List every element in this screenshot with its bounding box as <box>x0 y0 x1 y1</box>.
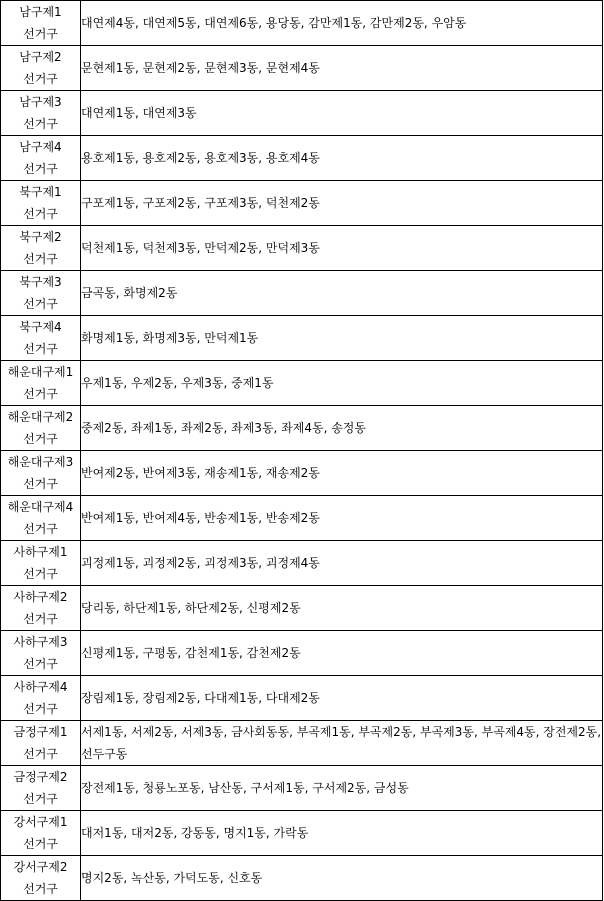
district-areas: 덕천제1동, 덕천제3동, 만덕제2동, 만덕제3동 <box>81 226 603 271</box>
district-areas: 금곡동, 화명제2동 <box>81 271 603 316</box>
district-suffix: 선거구 <box>23 837 58 851</box>
district-areas: 장전제1동, 청룡노포동, 남산동, 구서제1동, 구서제2동, 금성동 <box>81 766 603 811</box>
district-areas: 괴정제1동, 괴정제2동, 괴정제3동, 괴정제4동 <box>81 541 603 586</box>
table-row <box>1 361 603 406</box>
district-name-cell <box>1 271 81 316</box>
district-suffix: 선거구 <box>23 117 58 131</box>
district-name-cell <box>1 811 81 856</box>
table-row <box>1 766 603 811</box>
district-name-cell <box>1 226 81 271</box>
table-row <box>1 316 603 361</box>
district-suffix: 선거구 <box>23 702 58 716</box>
district-areas: 신평제1동, 구평동, 감천제1동, 감천제2동 <box>81 631 603 676</box>
district-name: 금정구제1 <box>13 725 68 739</box>
district-suffix: 선거구 <box>23 162 58 176</box>
district-name: 북구제2 <box>19 230 62 244</box>
district-areas: 반여제1동, 반여제4동, 반송제1동, 반송제2동 <box>81 496 603 541</box>
district-suffix: 선거구 <box>23 882 58 896</box>
district-name: 강서구제2 <box>13 860 68 874</box>
district-suffix: 선거구 <box>23 252 58 266</box>
district-areas: 화명제1동, 화명제3동, 만덕제1동 <box>81 316 603 361</box>
district-name: 사하구제2 <box>13 590 68 604</box>
district-name: 북구제1 <box>19 185 62 199</box>
district-name: 해운대구제3 <box>7 455 74 469</box>
district-suffix: 선거구 <box>23 342 58 356</box>
district-suffix: 선거구 <box>23 657 58 671</box>
district-name-cell <box>1 316 81 361</box>
table-row <box>1 586 603 631</box>
table-row <box>1 631 603 676</box>
district-name-cell <box>1 541 81 586</box>
district-table-body <box>1 1 603 901</box>
district-name-cell <box>1 631 81 676</box>
district-name-cell <box>1 136 81 181</box>
district-areas: 명지2동, 녹산동, 가덕도동, 신호동 <box>81 856 603 901</box>
table-row <box>1 406 603 451</box>
district-name: 해운대구제4 <box>7 500 74 514</box>
table-row <box>1 721 603 766</box>
district-suffix: 선거구 <box>23 522 58 536</box>
district-areas: 대연제1동, 대연제3동 <box>81 91 603 136</box>
table-row <box>1 271 603 316</box>
district-name-cell <box>1 766 81 811</box>
district-suffix: 선거구 <box>23 387 58 401</box>
district-name-cell <box>1 451 81 496</box>
district-suffix: 선거구 <box>23 612 58 626</box>
district-name-cell <box>1 586 81 631</box>
district-name: 북구제4 <box>19 320 62 334</box>
district-name-cell <box>1 496 81 541</box>
district-name: 남구제1 <box>19 5 62 19</box>
district-suffix: 선거구 <box>23 432 58 446</box>
district-suffix: 선거구 <box>23 792 58 806</box>
district-name-cell <box>1 406 81 451</box>
district-name: 사하구제4 <box>13 680 68 694</box>
table-row <box>1 856 603 901</box>
district-name-cell <box>1 676 81 721</box>
table-row <box>1 136 603 181</box>
table-row <box>1 1 603 46</box>
district-areas: 문현제1동, 문현제2동, 문현제3동, 문현제4동 <box>81 46 603 91</box>
district-areas: 용호제1동, 용호제2동, 용호제3동, 용호제4동 <box>81 136 603 181</box>
district-suffix: 선거구 <box>23 207 58 221</box>
district-areas: 당리동, 하단제1동, 하단제2동, 신평제2동 <box>81 586 603 631</box>
district-name: 북구제3 <box>19 275 62 289</box>
district-suffix: 선거구 <box>23 747 58 761</box>
district-name: 남구제2 <box>19 50 62 64</box>
district-name: 금정구제2 <box>13 770 68 784</box>
table-row <box>1 226 603 271</box>
district-suffix: 선거구 <box>23 297 58 311</box>
district-areas: 장림제1동, 장림제2동, 다대제1동, 다대제2동 <box>81 676 603 721</box>
district-areas: 서제1동, 서제2동, 서제3동, 금사회동동, 부곡제1동, 부곡제2동, 부곡제3동, 부곡제4동, 장전제2동, 선두구동 <box>81 721 603 766</box>
district-areas: 대연제4동, 대연제5동, 대연제6동, 용당동, 감만제1동, 감만제2동, 우암동 <box>81 1 603 46</box>
district-name: 사하구제1 <box>13 545 68 559</box>
table-row <box>1 181 603 226</box>
district-suffix: 선거구 <box>23 72 58 86</box>
district-name-cell <box>1 1 81 46</box>
district-suffix: 선거구 <box>23 477 58 491</box>
district-name-cell <box>1 91 81 136</box>
district-name: 해운대구제1 <box>7 365 74 379</box>
district-name-cell <box>1 361 81 406</box>
table-row <box>1 451 603 496</box>
district-name-cell <box>1 856 81 901</box>
district-areas: 대저1동, 대저2동, 강동동, 명지1동, 가락동 <box>81 811 603 856</box>
district-areas: 중제2동, 좌제1동, 좌제2동, 좌제3동, 좌제4동, 송정동 <box>81 406 603 451</box>
district-areas: 우제1동, 우제2동, 우제3동, 중제1동 <box>81 361 603 406</box>
district-name: 사하구제3 <box>13 635 68 649</box>
table-row <box>1 541 603 586</box>
table-row <box>1 676 603 721</box>
district-suffix: 선거구 <box>23 567 58 581</box>
district-suffix: 선거구 <box>23 27 58 41</box>
district-name: 남구제3 <box>19 95 62 109</box>
district-name: 해운대구제2 <box>7 410 74 424</box>
district-name-cell <box>1 721 81 766</box>
district-areas: 반여제2동, 반여제3동, 재송제1동, 재송제2동 <box>81 451 603 496</box>
district-name-cell <box>1 181 81 226</box>
district-name: 남구제4 <box>19 140 62 154</box>
table-row <box>1 91 603 136</box>
table-row <box>1 46 603 91</box>
district-name-cell <box>1 46 81 91</box>
table-row <box>1 811 603 856</box>
district-name: 강서구제1 <box>13 815 68 829</box>
district-areas: 구포제1동, 구포제2동, 구포제3동, 덕천제2동 <box>81 181 603 226</box>
table-row <box>1 496 603 541</box>
